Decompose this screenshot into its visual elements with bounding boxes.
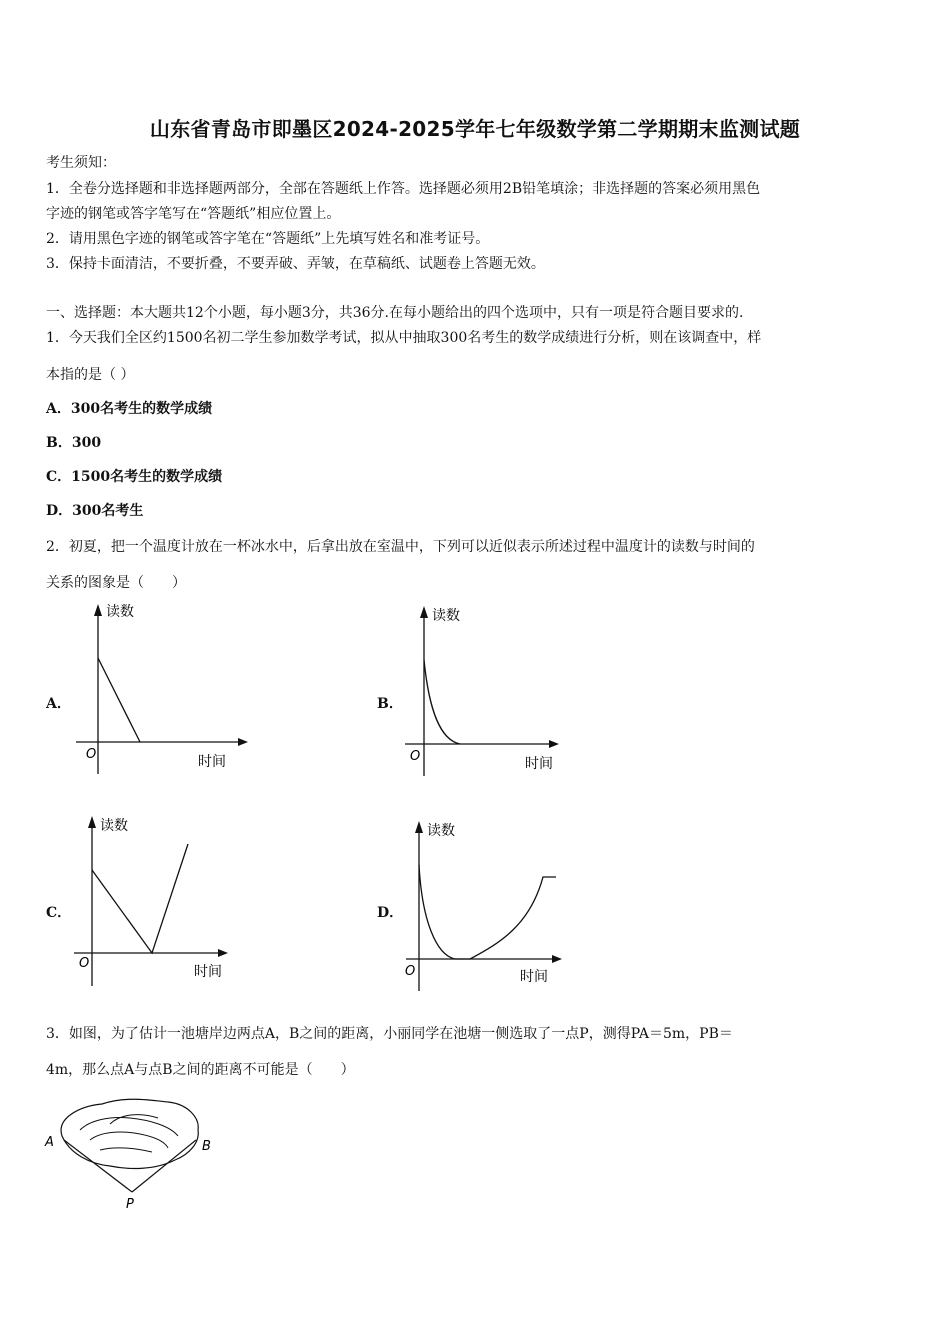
q1-option-a: A．300名考生的数学成绩 [46,401,213,417]
point-p-label: P [126,1197,134,1212]
q2-option-c-label: C． [46,905,72,921]
q1-stem: 1．今天我们全区约1500名初二学生参加数学考试，拟从中抽取300名考生的数学成绩进行分析，则在该调查中，样 [46,330,762,346]
q1-option-d: D．300名考生 [46,503,144,519]
q2-graph-b-origin: O [410,749,421,764]
point-a-label: A [45,1135,54,1150]
q2-graph-c [62,810,242,990]
q2-graph-b-ylabel: 读数 [432,608,460,624]
q3-stem-cont: 4m，那么点A与点B之间的距离不可能是（ ） [46,1062,355,1078]
point-b-label: B [202,1139,211,1154]
notice-heading: 考生须知： [46,155,116,171]
section-heading: 一、选择题：本大题共12个小题，每小题3分，共36分.在每小题给出的四个选项中，只有一项是符合题目要求的. [46,305,744,321]
q2-stem: 2．初夏，把一个温度计放在一杯冰水中，后拿出放在室温中，下列可以近似表示所述过程中温度计的读数与时间的 [46,539,755,555]
q2-graph-b-xlabel: 时间 [525,756,553,772]
q2-option-d-label: D． [377,905,404,921]
notice-item-2: 2．请用黑色字迹的钢笔或答字笔在“答题纸”上先填写姓名和准考证号。 [46,231,490,247]
q1-option-c: C．1500名考生的数学成绩 [46,469,223,485]
q2-graph-d-origin: O [405,964,416,979]
q2-graph-a [60,598,250,778]
q3-pond-figure [40,1090,230,1215]
q2-option-a-label: A． [46,696,71,712]
q2-graph-a-ylabel: 读数 [106,604,134,620]
q2-graph-d-ylabel: 读数 [427,823,455,839]
q2-graph-a-origin: O [86,747,97,762]
notice-item-3: 3．保持卡面清洁，不要折叠，不要弄破、弄皱，在草稿纸、试题卷上答题无效。 [46,256,545,272]
notice-item-1-cont: 字迹的钢笔或答字笔写在“答题纸”相应位置上。 [46,206,341,222]
q3-stem: 3．如图，为了估计一池塘岸边两点A，B之间的距离，小丽同学在池塘一侧选取了一点P，测得PA＝5m，PB＝ [46,1026,733,1042]
notice-item-1: 1．全卷分选择题和非选择题两部分，全部在答题纸上作答。选择题必须用2B铅笔填涂；非选择题的答案必须用黑色 [46,181,761,197]
page-title: 山东省青岛市即墨区2024-2025学年七年级数学第二学期期末监测试题 [149,117,801,141]
q2-graph-c-origin: O [79,956,90,971]
q2-graph-c-xlabel: 时间 [194,964,222,980]
q2-graph-c-ylabel: 读数 [100,818,128,834]
q2-graph-d [400,815,575,995]
q1-option-b: B．300 [46,435,102,451]
q2-graph-d-xlabel: 时间 [520,969,548,985]
q2-option-b-label: B． [377,696,403,712]
q2-graph-a-xlabel: 时间 [198,754,226,770]
q2-graph-b [395,600,570,780]
q2-stem-cont: 关系的图象是（ ） [46,575,186,591]
q1-stem-cont: 本指的是（ ） [46,367,135,383]
